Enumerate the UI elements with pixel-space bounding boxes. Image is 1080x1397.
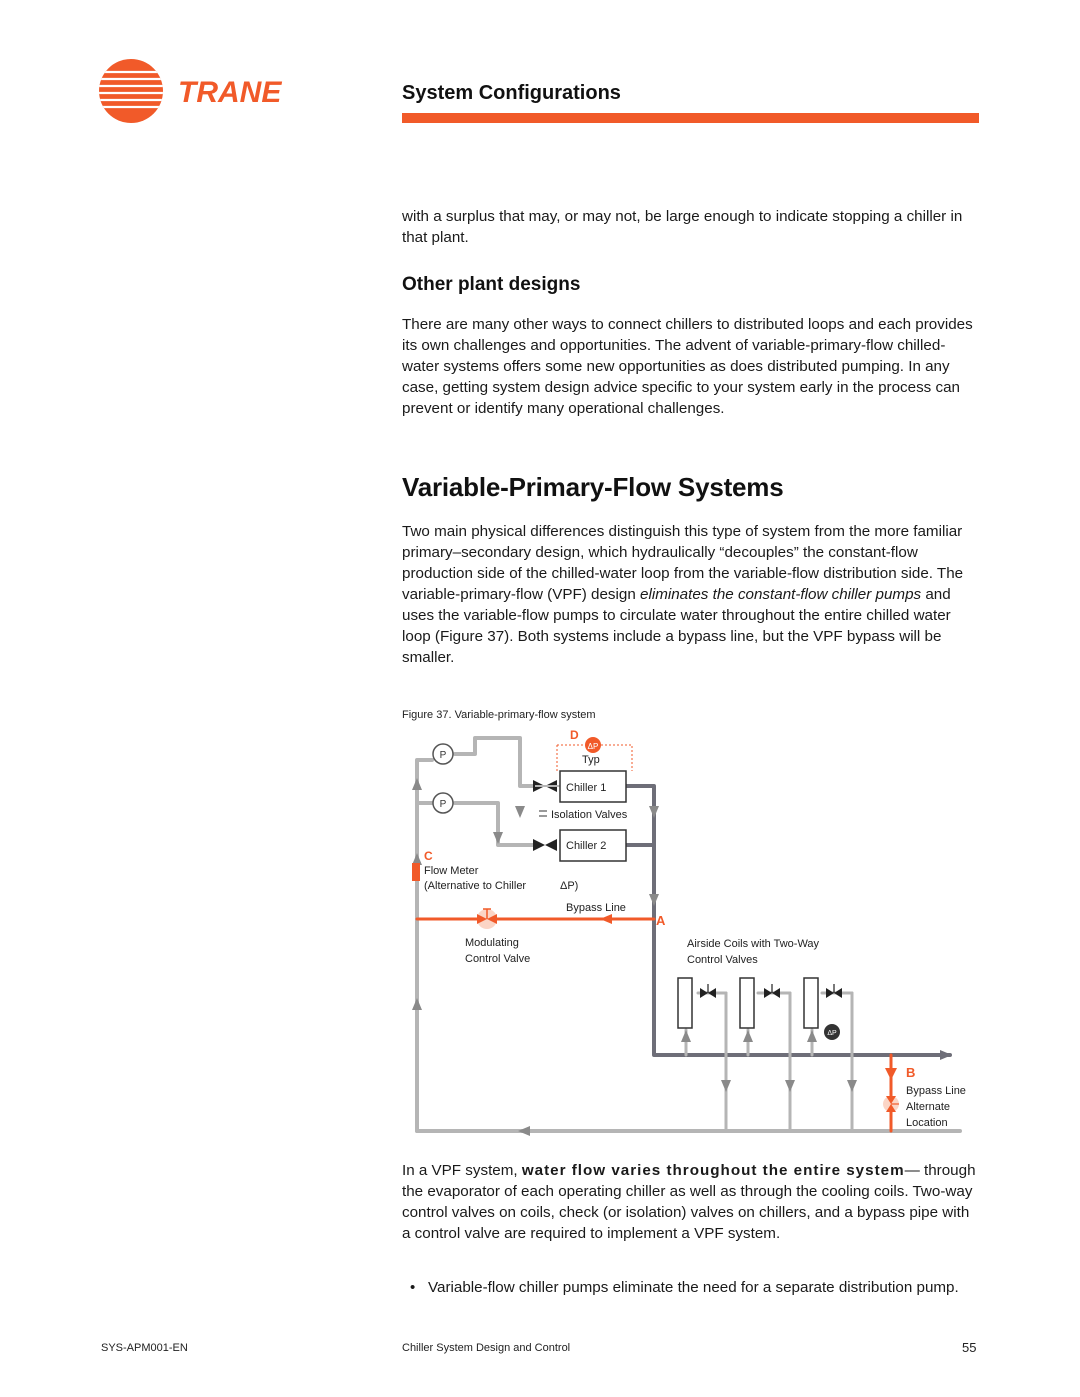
vpf-system-diagram xyxy=(395,725,975,1145)
footer-page-number: 55 xyxy=(962,1340,977,1355)
flow-meter-c xyxy=(412,863,420,881)
figure-caption: Figure 37. Variable-primary-flow system xyxy=(402,709,596,721)
bullet-item-1: Variable-flow chiller pumps eliminate the need for a separate distribution pump. xyxy=(428,1279,959,1296)
chiller-1-label: Chiller 1 xyxy=(566,782,607,794)
footer-doc-id: SYS-APM001-EN xyxy=(101,1342,188,1354)
svg-text:ΔP: ΔP xyxy=(587,742,599,751)
label-location: Location xyxy=(906,1117,948,1129)
coil-3 xyxy=(804,978,818,1028)
label-p-paren: ΔP) xyxy=(560,880,579,892)
chiller-2-label: Chiller 2 xyxy=(566,840,607,852)
paragraph-flow-bold: water flow varies throughout the entire system xyxy=(521,1162,905,1179)
pump-2-label: P xyxy=(439,799,447,810)
label-control-valve: Control Valve xyxy=(465,953,531,965)
label-b: B xyxy=(906,1065,916,1080)
pump-1-label: P xyxy=(439,750,447,761)
footer-doc-title: Chiller System Design and Control xyxy=(402,1342,571,1354)
paragraph-intro: with a surplus that may, or may not, be large enough to indicate stopping a chiller in that plant. xyxy=(402,208,963,246)
label-alternative: (Alternative to Chiller xyxy=(424,880,527,892)
label-modulating: Modulating xyxy=(465,937,519,949)
pump-2 xyxy=(433,793,453,813)
brand-wordmark: TRANE xyxy=(178,76,282,109)
label-bypass-line: Bypass Line xyxy=(566,902,626,914)
left-return-pipe xyxy=(417,760,432,1131)
paragraph-vpf-emphasis: eliminates the constant-flow chiller pumps xyxy=(640,586,922,603)
label-a: A xyxy=(656,913,666,928)
paragraph-vpf-part2: and uses the variable-flow pumps to circulate water throughout the entire chilled water loop (Figure 37). Both systems include a bypass line, but the VPF bypass will be smaller. xyxy=(402,586,951,666)
paragraph-flow-part2: — through the evaporator of each operating chiller as well as through the cooling coils. Two-way control valves on coils, check (or isolation) valves on chillers, and a bypass pipe with a control valve are required to implement a VPF system. xyxy=(402,1162,976,1242)
trane-logo xyxy=(98,58,298,126)
heading-vpf-systems: Variable-Primary-Flow Systems xyxy=(402,472,784,502)
bullet-marker: • xyxy=(410,1279,416,1296)
alternate-bypass-valve xyxy=(883,1096,899,1112)
section-title: System Configurations xyxy=(402,82,621,104)
logo-circle xyxy=(99,59,163,123)
label-alternate: Alternate xyxy=(906,1101,951,1113)
label-control-valves: Control Valves xyxy=(687,954,758,966)
label-flow-meter: Flow Meter xyxy=(424,865,479,877)
paragraph-vpf-flow xyxy=(402,1160,980,1244)
label-d: D xyxy=(570,728,579,742)
modulating-control-valve xyxy=(477,909,497,929)
supply-header-pipe xyxy=(626,786,950,1055)
label-isolation-valves: Isolation Valves xyxy=(551,809,628,821)
coil-control-valves xyxy=(700,984,842,998)
heading-other-plant-designs: Other plant designs xyxy=(402,274,581,295)
pump-1-pipe xyxy=(455,738,535,786)
label-airside-coils: Airside Coils with Two-Way xyxy=(687,938,820,950)
label-bypass-line-b: Bypass Line xyxy=(906,1085,966,1097)
coil-2 xyxy=(740,978,754,1028)
label-c: C xyxy=(424,849,433,863)
label-typ: Typ xyxy=(582,754,600,766)
coil-1 xyxy=(678,978,692,1028)
paragraph-other-designs: There are many other ways to connect chillers to distributed loops and each provides its own challenges and opportunities. The advent of variable-primary-flow chilled-water systems offers some new opportunities as does distributed pumping. In any case, getting system design advice specific to your system early in the process can prevent or identify many operational challenges. xyxy=(402,316,973,417)
airside-coils xyxy=(678,978,818,1028)
paragraph-vpf xyxy=(402,521,980,668)
paragraph-flow-part1: In a VPF system, xyxy=(402,1162,522,1179)
pump-1 xyxy=(433,744,453,764)
svg-text:ΔP: ΔP xyxy=(827,1030,837,1037)
header-rule xyxy=(402,113,979,123)
paragraph-vpf-part1: Two main physical differences distinguish this type of system from the more familiar primary–secondary design, which hydraulically “decouples” the constant-flow production side of the chilled-water loop from the variable-flow distribution side. The variable-primary-flow (VPF) design xyxy=(402,523,964,603)
